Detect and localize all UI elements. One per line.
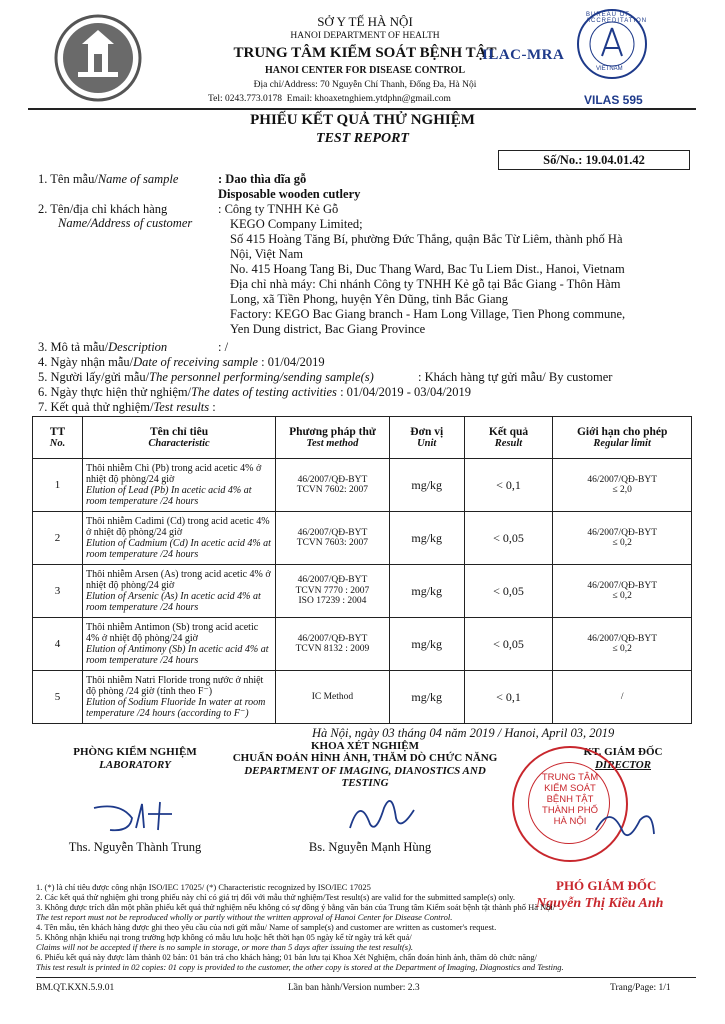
person-label-en: The personnel performing/sending sample(s) [149, 370, 374, 384]
customer-label: 2. Tên/địa chỉ khách hàng [38, 202, 168, 216]
row-unit: mg/kg [389, 618, 464, 671]
accred-country: VIETNAM [596, 66, 623, 72]
customer-line: : Công ty TNHH Kẻ Gỗ [218, 202, 339, 216]
table-row [33, 459, 692, 512]
lab-name: Ths. Nguyễn Thành Trung [68, 840, 202, 854]
row-unit: mg/kg [389, 565, 464, 618]
row-method: IC Method [276, 671, 390, 724]
note-line: 4. Tên mẫu, tên khách hàng được ghi theo yêu cầu của nơi gửi mẫu/ Name of sample(s) and customer are written as customer's request. [36, 922, 497, 932]
col-header-characteristic: Tên chỉ tiêu Characteristic [82, 417, 275, 459]
row-characteristic: Thôi nhiễm Natri Floride trong nước ở nhiệt độ phòng /24 giờ (tính theo F⁻) Elution of Sodium Fluoride In water at room temperature /24 hours (according to F⁻) [82, 671, 275, 724]
notes [36, 882, 696, 972]
customer-line: Factory: KEGO Bac Giang branch - Ham Long Village, Tien Phong commune, [230, 307, 626, 321]
person-value: : Khách hàng tự gửi mẫu/ By customer [418, 370, 613, 384]
page-number: Trang/Page: 1/1 [610, 983, 671, 993]
lab-title-vn: PHÒNG KIỂM NGHIỆM [73, 746, 197, 758]
table-row [33, 565, 692, 618]
col-header-result: Kết quả Result [464, 417, 553, 459]
customer-line: KEGO Company Limited; [230, 217, 363, 231]
dept-name: Bs. Nguyễn Mạnh Hùng [308, 840, 432, 854]
date-line: Hà Nội, ngày 03 tháng 04 năm 2019 / Hanoi, April 03, 2019 [312, 726, 615, 740]
customer-line: No. 415 Hoang Tang Bi, Duc Thang Ward, Bac Tu Liem Dist., Hanoi, Vietnam [230, 262, 625, 276]
accreditation-seal [560, 6, 664, 90]
customer-line: Số 415 Hoàng Tăng Bí, phường Đức Thắng, quận Bắc Từ Liêm, thành phố Hà [230, 232, 623, 246]
note-line: 2. Các kết quả thử nghiệm ghi trong phiếu này chỉ có giá trị đối với mẫu thử nghiệm/Test result(s) are valid for the submitted sample(s) only. [36, 892, 516, 902]
stamp-line: THÀNH PHỐ [542, 805, 598, 816]
row-result: < 0,05 [464, 512, 553, 565]
dates-value: : 01/04/2019 - 03/04/2019 [340, 385, 471, 399]
row-limit: / [553, 671, 692, 724]
col-header-unit: Đơn vị Unit [389, 417, 464, 459]
customer-label-en: Name/Address of customer [58, 216, 193, 230]
row-no: 3 [33, 565, 83, 618]
row-no: 4 [33, 618, 83, 671]
row-characteristic: Thôi nhiễm Antimon (Sb) trong acid acetic 4% ở nhiệt độ phòng/24 giờ Elution of Antimony (Sb) In acetic acid 4% at room temperature /24 hours [82, 618, 275, 671]
deputy-title: PHÓ GIÁM ĐỐC [556, 878, 657, 893]
table-row [33, 512, 692, 565]
director-title-vn: KT. GIÁM ĐỐC [583, 746, 663, 758]
row-method: 46/2007/QĐ-BYT TCVN 8132 : 2009 [276, 618, 390, 671]
version: Lần ban hành/Version number: 2.3 [288, 983, 420, 993]
col-header-method: Phương pháp thử Test method [276, 417, 390, 459]
row-result: < 0,1 [464, 671, 553, 724]
table-header-row [33, 417, 692, 459]
address: Địa chỉ/Address: 70 Nguyễn Chí Thanh, Đống Đa, Hà Nội [253, 80, 477, 90]
row-result: < 0,1 [464, 459, 553, 512]
results-label-en: Test results [153, 400, 210, 414]
row-characteristic: Thôi nhiễm Arsen (As) trong acid acetic 4% ở nhiệt độ phòng/24 giờ Elution of Arsenic (As) In acetic acid 4% at room temperature /24 hours [82, 565, 275, 618]
vilas-code: VILAS 595 [584, 93, 643, 107]
dept-signature [340, 788, 430, 843]
customer-block [218, 202, 688, 337]
dept-vn: SỞ Y TẾ HÀ NỘI [317, 14, 413, 29]
dates-label-en: The dates of testing activities [191, 385, 337, 399]
row-method: 46/2007/QĐ-BYT TCVN 7770 : 2007 ISO 17239 : 2004 [276, 565, 390, 618]
customer-line: Long, xã Tiền Phong, huyện Yên Dũng, tỉnh Bắc Giang [230, 292, 508, 306]
dept-title-vn2: CHUẨN ĐOÁN HÌNH ẢNH, THĂM DÒ CHỨC NĂNG [232, 752, 498, 764]
row-no: 2 [33, 512, 83, 565]
note-line: 6. Phiếu kết quả này được làm thành 02 bản: 01 bản trả cho khách hàng; 01 bản lưu tại Khoa Xét Nghiệm, chẩn đoán hình ảnh, thăm dò chức năng/ [36, 952, 538, 962]
sample-label: 1. Tên mẫu/ [38, 172, 98, 186]
desc-value: : / [218, 340, 229, 354]
ilac-mark: ILAC-MRA [482, 47, 565, 63]
table-row [33, 671, 692, 724]
row-limit: 46/2007/QĐ-BYT ≤ 0,2 [553, 618, 692, 671]
customer-line: Yen Dung district, Bac Giang Province [230, 322, 426, 336]
row-unit: mg/kg [389, 671, 464, 724]
col-header-limit: Giới hạn cho phép Regular limit [553, 417, 692, 459]
note-line: This test result is printed in 02 copies: 01 copy is provided to the customer, the other copy is stored at the Department of Imaging, Diagnostics and Testing. [36, 962, 564, 972]
footer-divider [36, 977, 696, 978]
director-signature [592, 800, 662, 855]
title-vn: PHIẾU KẾT QUẢ THỬ NGHIỆM [250, 112, 475, 128]
row-result: < 0,05 [464, 565, 553, 618]
center-vn: TRUNG TÂM KIỂM SOÁT BỆNH TẬT [233, 45, 497, 61]
stamp-line: TRUNG TÂM [541, 772, 599, 783]
stamp-line: KIỂM SOÁT [544, 783, 596, 794]
director-title-en: DIRECTOR [594, 759, 652, 771]
sample-en: Disposable wooden cutlery [218, 187, 361, 201]
dept-title-vn1: KHOA XÉT NGHIỆM [311, 740, 419, 752]
email: Email: khoaxetnghiem.ytdphn@gmail.com [286, 94, 451, 104]
report-number: Số/No.: 19.04.01.42 [498, 150, 690, 170]
row-characteristic: Thôi nhiễm Chì (Pb) trong acid acetic 4% ở nhiệt độ phòng/24 giờ Elution of Lead (Pb) In acetic acid 4% at room temperature /24 hours [82, 459, 275, 512]
lab-signature [90, 798, 190, 843]
results-table [32, 416, 692, 724]
tel: Tel: 0243.773.0178 [208, 94, 283, 104]
note-line: The test report must not be reproduced wholly or partly without the written approval of Hanoi Center for Disease Control. [36, 912, 453, 922]
form-code: BM.QT.KXN.5.9.01 [36, 983, 115, 993]
row-method: 46/2007/QĐ-BYT TCVN 7603: 2007 [276, 512, 390, 565]
note-line: 1. (*) là chỉ tiêu được công nhận ISO/IEC 17025/ (*) Characteristic recognized by ISO/IEC 17025 [36, 882, 371, 892]
stamp-line: HÀ NỘI [553, 816, 587, 827]
person-label: 5. Người lấy/gửi mẫu/ [38, 370, 150, 384]
row-no: 5 [33, 671, 83, 724]
row-characteristic: Thôi nhiễm Cadimi (Cd) trong acid acetic 4% ở nhiệt độ phòng/24 giờ Elution of Cadmium (Cd) In acetic acid 4% at room temperature /24 hours [82, 512, 275, 565]
row-limit: 46/2007/QĐ-BYT ≤ 0,2 [553, 565, 692, 618]
dept-title-en: DEPARTMENT OF IMAGING, DIANOSTICS AND TESTING [244, 765, 486, 789]
header-divider [28, 108, 696, 110]
customer-line: Địa chỉ nhà máy: Chi nhánh Công ty TNHH Kẻ gỗ tại Bắc Giang - Thôn Hàm [230, 277, 621, 291]
lab-title-en: LABORATORY [99, 759, 171, 771]
recv-label-en: Date of receiving sample [133, 355, 258, 369]
desc-label: 3. Mô tả mẫu/ [38, 340, 109, 354]
results-label: 7. Kết quả thử nghiệm/ [38, 400, 154, 414]
note-line: 3. Không được trích dẫn một phần phiếu kết quả thử nghiệm nếu không có sự đồng ý bằng văn bản của Trung tâm Kiểm soát bệnh tật thành phố Hà Nội/ [36, 902, 556, 912]
sample-label-en: Name of sample [97, 172, 179, 186]
center-en: HANOI CENTER FOR DISEASE CONTROL [264, 65, 466, 76]
sample-vn: : Dao thìa dĩa gỗ [218, 172, 307, 186]
row-unit: mg/kg [389, 512, 464, 565]
note-line: 5. Không nhận khiếu nại trong trường hợp không có mẫu lưu hoặc hết thời hạn 05 ngày kể từ ngày trả kết quả/ [36, 932, 412, 942]
cdc-logo [54, 14, 142, 102]
row-limit: 46/2007/QĐ-BYT ≤ 2,0 [553, 459, 692, 512]
recv-label: 4. Ngày nhận mẫu/ [38, 355, 134, 369]
row-unit: mg/kg [389, 459, 464, 512]
row-method: 46/2007/QĐ-BYT TCVN 7602: 2007 [276, 459, 390, 512]
row-limit: 46/2007/QĐ-BYT ≤ 0,2 [553, 512, 692, 565]
stamp-line: BỆNH TẬT [546, 794, 594, 805]
customer-line: Nội, Việt Nam [230, 247, 303, 261]
accred-ring: BUREAU OF ACCREDITATION [586, 12, 648, 24]
row-result: < 0,05 [464, 618, 553, 671]
results-colon: : [212, 400, 216, 414]
col-header-no: TT No. [33, 417, 83, 459]
table-row [33, 618, 692, 671]
title-en: TEST REPORT [316, 131, 409, 146]
recv-value: : 01/04/2019 [261, 355, 325, 369]
dept-en: HANOI DEPARTMENT OF HEALTH [290, 31, 440, 41]
director-name: Nguyễn Thị Kiều Anh [536, 896, 664, 911]
dates-label: 6. Ngày thực hiện thử nghiệm/ [38, 385, 192, 399]
note-line: Claims will not be accepted if there is no sample in storage, or more than 5 days after issuing the test result(s). [36, 942, 414, 952]
desc-label-en: Description [108, 340, 168, 354]
row-no: 1 [33, 459, 83, 512]
